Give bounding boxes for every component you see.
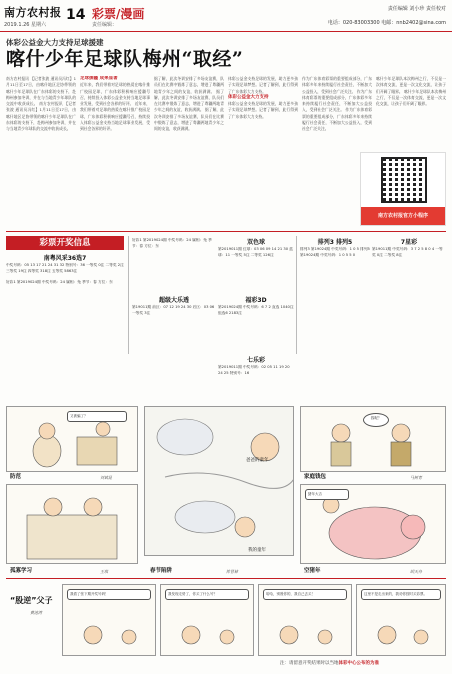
lottery-results: 好彩1 第2019024期 中奖号码：24 属相：兔 季节：春 方位：东 [6, 280, 113, 285]
article-column-2 [80, 76, 150, 228]
comic-author: 徐冒林 [226, 569, 238, 574]
article-headline: 喀什少年足球队梅州“取经” [6, 48, 244, 70]
comic-title: 春节陷阱 [150, 568, 173, 574]
column-text: 作为广东体育彩票的重要组成部分，广东体彩多年来持续履行社会责任，不断加大公益投入，受到社会广泛关注。 [302, 76, 372, 94]
column-text: 喀什少年足球队本次梅州之行，不仅是一次体育交流，更是一次文化交流，让孩子们开阔了眼界。 [376, 88, 446, 107]
lottery-results: 第19011期 中奖号码：3 7 2 5 8 0 4 一等奖 0注 二等奖 8注 [372, 247, 443, 257]
page-header [0, 0, 452, 32]
lottery-results: 中奖号码：05 13 17 21 24 31 32 特别号：36 一等奖 0注 二等奖 2注 三等奖 19注 四等奖 318注 五等奖 5863注 [6, 263, 124, 273]
lottery-results: 第2019011期 中奖号码：02 05 11 19 20 24 25 特别号：16 [218, 365, 290, 375]
lottery-title: 双色球 [246, 239, 265, 246]
section-divider [6, 578, 446, 579]
comic-panel-2 [144, 406, 294, 556]
subheading: 足球援疆 成果显著 [80, 76, 118, 81]
speech-bubble: 又被骗了？ [67, 411, 127, 422]
column-text: 近年来，我们带着对足球的热爱在喀什推广校园足球，广东体彩积极响应援疆号召，持续投入体彩公益金支持当地足球事业发展，受到社会各界的好评。 [80, 101, 150, 132]
column-text: 作为广东体育彩票的重要组成部分，广东体彩多年来持续履行社会责任，不断加大公益投入，受到社会广泛关注。 [302, 88, 372, 113]
qr-promo-box[interactable] [360, 152, 446, 226]
lottery-banner: 彩票开奖信息 [6, 236, 124, 250]
column-text: 体彩公益金支持足球的发展，助力更多孩子实现足球梦想。记者了解到，此行得到了广东体彩大力支持。 [228, 76, 298, 94]
comic-illustration [145, 407, 294, 556]
comic-panel-4 [300, 406, 446, 472]
column-text: 近年来，我们带着对足球的热爱在喀什推广校园足球，广东体彩积极响应援疆号召，持续投入体彩公益金支持当地足球事业发展，受到社会各界的好评。 [80, 82, 150, 107]
column-text: 据了解，此次冬训安排了多场友谊赛，队员们在比赛中锻炼了意志，增进了粤疆两地青少年之间的友谊，收获满满。 [154, 88, 224, 113]
editor-line: 责任编辑 刘小珍 责任校对 [387, 6, 446, 12]
comic-author: 马树青 [410, 475, 422, 480]
lottery-box-1 [6, 254, 124, 354]
column-text: 南方农村报讯 【记者张波 通讯员冯红】1月11日至17日，由喀什地区足协带领的喀什少年足球队在广东体彩的支持下，赴梅州参加冬训，并在与当地青少年球队的交流中收获成长。 [6, 101, 76, 132]
comic-title: 孤寡学习 [10, 568, 33, 574]
comic-title: 家庭钱包 [304, 474, 327, 480]
lottery-title: 福彩3D [245, 297, 267, 304]
column-text: 喀什少年足球队本次梅州之行，不仅是一次体育交流，更是一次文化交流，让孩子们开阔了眼界。 [376, 76, 446, 94]
comic-author: 胡天舟 [410, 569, 422, 574]
comic-panel-1 [6, 406, 138, 472]
column-text: 作为广东体育彩票的重要组成部分，广东体彩多年来持续履行社会责任，不断加大公益投入，受到社会广泛关注。 [302, 107, 372, 132]
speech-bubble: 猪年大吉 [305, 489, 349, 500]
footer-highlight: 体彩中心公布的为准 [338, 661, 379, 666]
strip-panel-2 [160, 584, 254, 656]
column-text: 据了解，此次冬训安排了多场友谊赛，队员们在比赛中锻炼了意志，增进了粤疆两地青少年之间的友谊，收获满满。 [154, 76, 224, 94]
comic-title: “股逆”父子 [10, 596, 53, 605]
lottery-box-7 [372, 238, 446, 328]
article-column-3 [154, 76, 224, 228]
page-number: 14 [66, 7, 86, 23]
section-title: 彩票/漫画 [92, 7, 145, 21]
lottery-box-2 [132, 238, 216, 294]
footer-note [280, 661, 379, 667]
lottery-results: 排列3 第19024期 中奖号码：1 0 5 排列5 第19024期 中奖号码：1 0 5 5 0 [300, 247, 370, 257]
lottery-box-4 [218, 356, 294, 402]
comic-panel-7 [300, 484, 446, 564]
article-column-4 [228, 76, 298, 228]
column-text: 南方农村报讯 【记者张波 通讯员冯红】1月11日至17日，由喀什地区足协带领的喀什少年足球队在广东体彩的支持下，赴梅州参加冬训，并在与当地青少年球队的交流中收获成长。 [6, 76, 76, 107]
comic-panel-5 [6, 484, 138, 564]
footer-text: 注：请留意开奖结果时以当地 [280, 661, 339, 666]
lottery-title: 南粤风采36选7 [43, 255, 87, 262]
lottery-box-3 [218, 238, 294, 290]
comic-illustration [7, 485, 138, 564]
strip-panel-1 [62, 584, 156, 656]
strip-panel-4 [356, 584, 446, 656]
comic-title: 防范 [10, 474, 22, 480]
comic-title: 空猪年 [304, 568, 321, 574]
lottery-results: 第2019011期 红球：03 06 09 14 21 30 蓝球：11 一等奖 5注 二等奖 126注 [218, 247, 293, 257]
speech-bubble: 我看了张下期开奖号码！ [67, 589, 151, 600]
section-subtitle: 责任编辑： [92, 22, 118, 28]
lottery-title: 7星彩 [400, 239, 418, 246]
lottery-title: 七乐彩 [246, 357, 265, 364]
lottery-box-6 [132, 296, 216, 356]
column-divider [296, 236, 297, 354]
column-divider [128, 236, 129, 354]
speech-bubble: 我发现走势了，你买了什么号？ [165, 589, 249, 600]
comic-author: 王琪 [100, 569, 108, 574]
lottery-title: 超级大乐透 [158, 297, 189, 304]
comic-caption: 爸爸的童年 [246, 458, 269, 463]
lottery-results: 好彩1 第2019024期 中奖号码：24 属相：兔 季节：春 方位：东 [132, 238, 212, 248]
contact-line: 电话：020-83003300 电邮：nnb2402@sina.com [327, 20, 446, 26]
comic-author: 刘斌昆 [100, 475, 112, 480]
comic-author: 费池湾 [30, 610, 42, 615]
column-text: 体彩公益金支持足球的发展，助力更多孩子实现足球梦想。记者了解到，此行得到了广东体彩大力支持。 [228, 101, 298, 119]
subheading: 体彩公益金大力支持 [228, 94, 269, 100]
newspaper-logo: 南方农村报 [4, 6, 62, 19]
comic-caption: 我的童年 [248, 548, 266, 553]
lottery-box-5 [300, 238, 370, 358]
lottery-title: 排列3 排列5 [317, 239, 353, 246]
article-kicker: 体彩公益金大力支持足球援建 [6, 38, 104, 47]
issue-date: 2019.1.26 星期六 [4, 22, 47, 28]
speech-bubble: 钱呢？ [363, 413, 389, 427]
speech-bubble: 这里不是走出来的，我劝你按时买彩票。 [361, 589, 441, 600]
qr-code-icon[interactable] [381, 157, 427, 203]
lottery-box-8 [218, 296, 294, 354]
speech-bubble: 哈哈，别涨你的，我自己去买！ [263, 589, 347, 600]
column-text: 据了解，此次冬训安排了多场友谊赛，队员们在比赛中锻炼了意志，增进了粤疆两地青少年之间的友谊，收获满满。 [154, 107, 224, 132]
lottery-results: 第19011期 前区：07 12 19 24 30 后区：03 06 一等奖 3注 [132, 305, 215, 315]
lottery-results: 第2019024期 中奖号码：6 7 2 直选 1040注 组选6 2183注 [218, 305, 294, 315]
qr-promo-label: 南方农村报官方小程序 [361, 207, 445, 225]
article-column-1 [6, 76, 76, 228]
section-divider [6, 231, 446, 232]
strip-panel-3 [258, 584, 352, 656]
